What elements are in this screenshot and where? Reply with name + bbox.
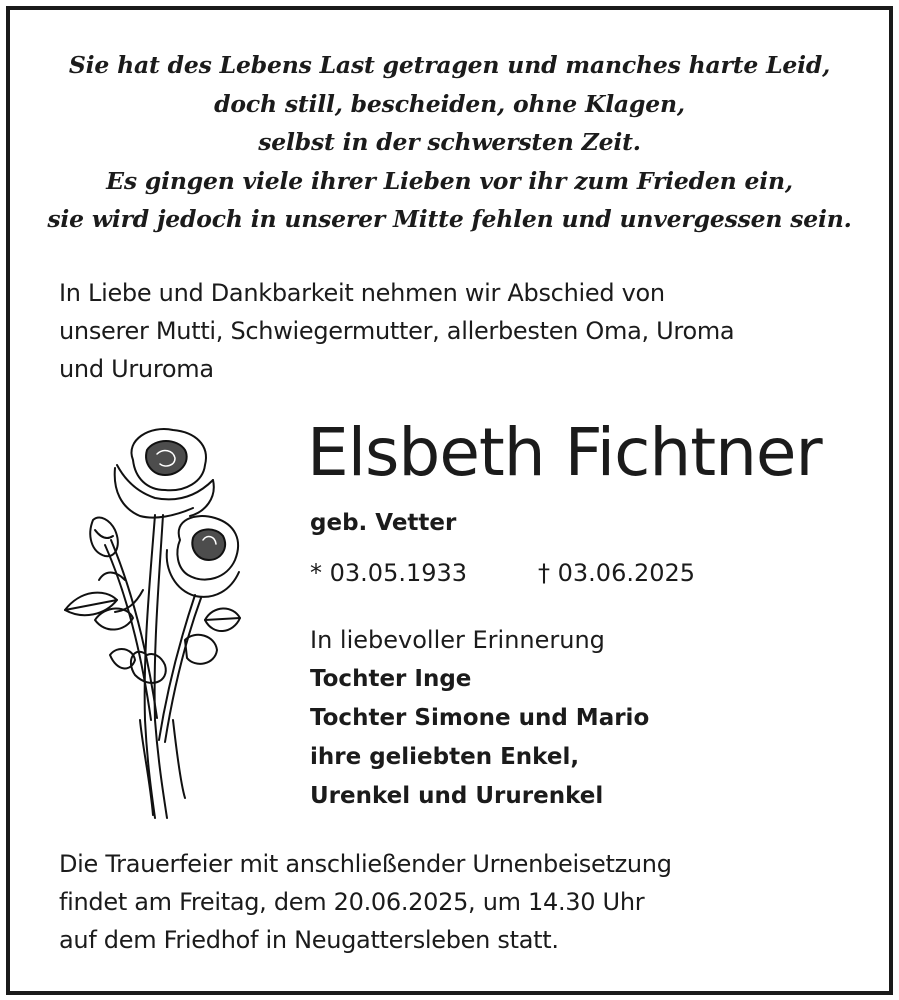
birth-name: geb. Vetter (310, 510, 457, 536)
funeral-service-info (59, 845, 879, 959)
service-line: auf dem Friedhof in Neugattersleben statt. (59, 926, 559, 954)
poem-line: Es gingen viele ihrer Lieben vor ihr zum Frieden ein, (106, 166, 793, 195)
mourner: Urenkel und Ururenkel (310, 783, 604, 809)
mourner: Tochter Simone und Mario (310, 705, 650, 731)
poem-line: Sie hat des Lebens Last getragen und manches harte Leid, (68, 51, 831, 79)
death-date: † 03.06.2025 (538, 559, 696, 587)
rose-bouquet-illustration (55, 420, 250, 825)
intro-line: In Liebe und Dankbarkeit nehmen wir Abschied von (59, 279, 665, 307)
mourners-list (310, 621, 649, 816)
birth-date: * 03.05.1933 (310, 559, 468, 587)
memorial-poem (0, 46, 899, 239)
mourner: Tochter Inge (310, 666, 472, 692)
mourner: ihre geliebten Enkel, (310, 744, 580, 770)
deceased-name: Elsbeth Fichtner (307, 414, 822, 491)
service-line: Die Trauerfeier mit anschließender Urnenbeisetzung (59, 850, 672, 878)
intro-line: unserer Mutti, Schwiegermutter, allerbesten Oma, Uroma (59, 317, 735, 345)
poem-line: sie wird jedoch in unserer Mitte fehlen und unvergessen sein. (47, 205, 852, 233)
farewell-intro (59, 274, 859, 388)
intro-line: und Ururoma (59, 355, 214, 383)
remembrance-line: In liebevoller Erinnerung (310, 626, 605, 654)
poem-line: selbst in der schwersten Zeit. (258, 128, 641, 156)
poem-line: doch still, bescheiden, ohne Klagen, (214, 89, 685, 118)
service-line: findet am Freitag, dem 20.06.2025, um 14.30 Uhr (59, 888, 645, 916)
